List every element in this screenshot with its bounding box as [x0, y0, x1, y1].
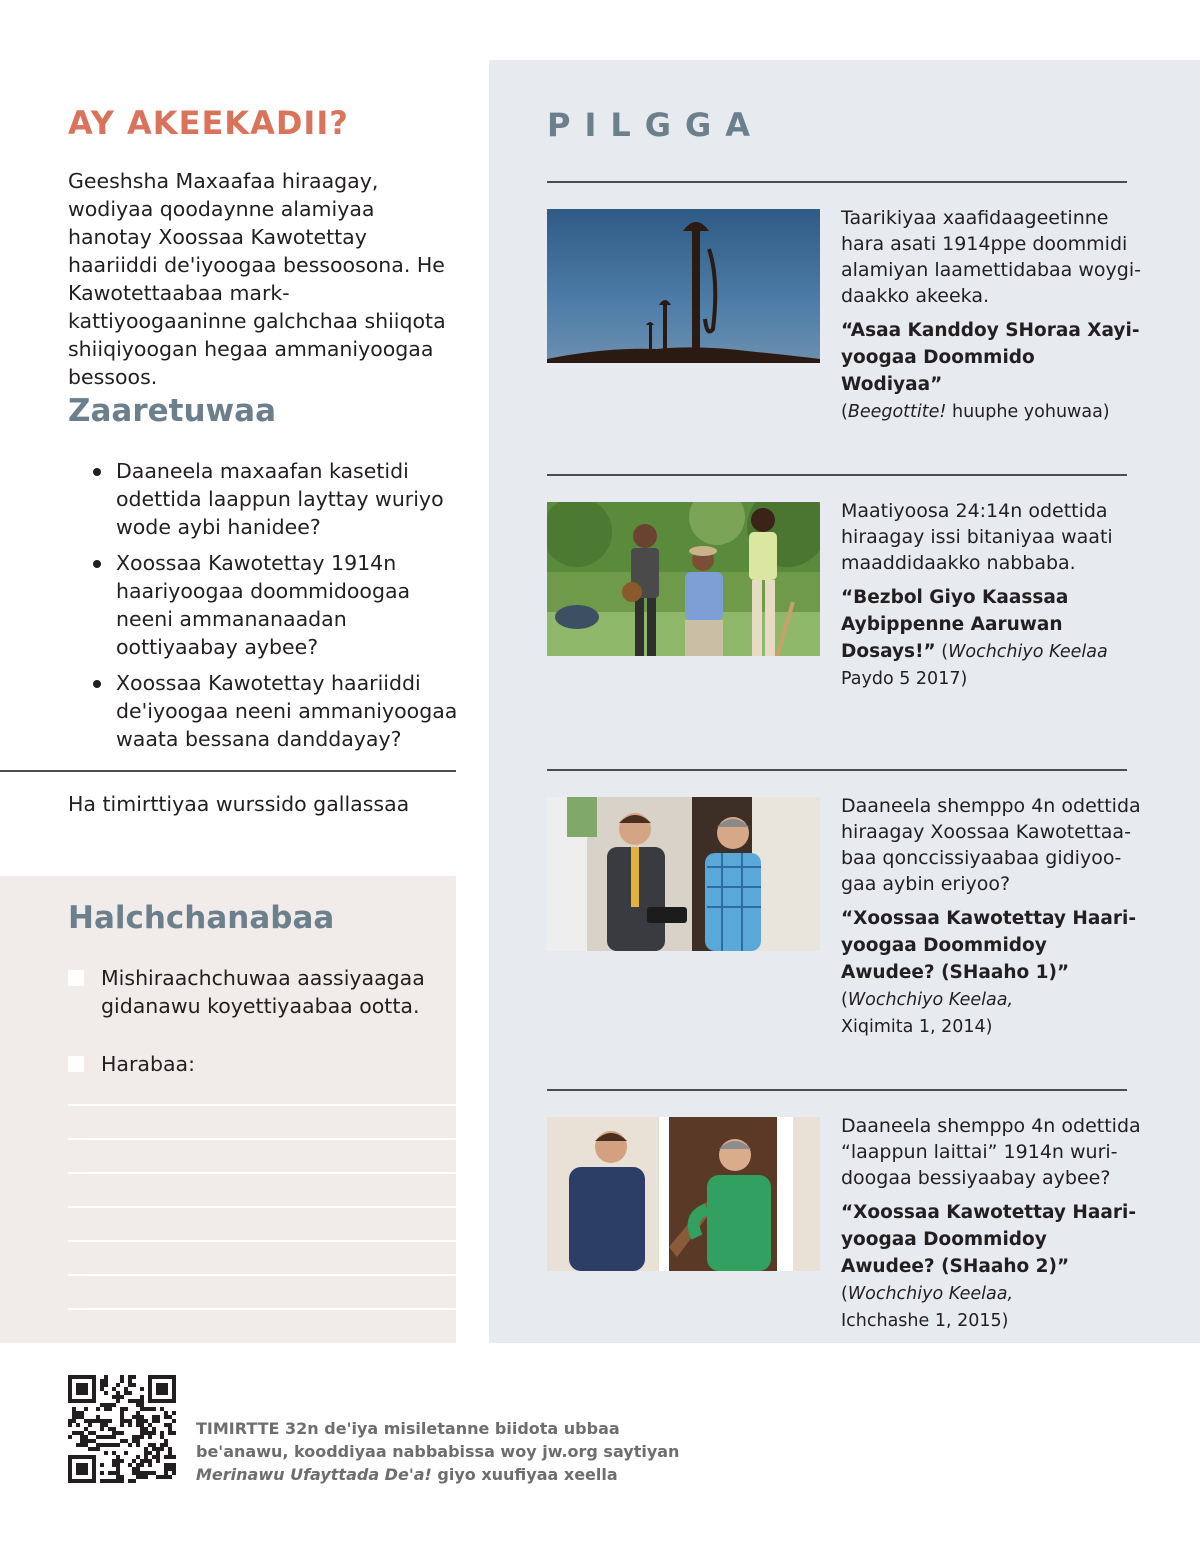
resource-text-4 — [841, 1113, 1141, 1334]
footer-text-end: giyo xuufiyaa xeella — [431, 1465, 618, 1484]
resource-source-open: ( — [841, 1284, 848, 1304]
plan-item-label: Mishiraachchuwaa aassiyaagaa gidanawu koyettiyaabaa ootta. — [101, 966, 425, 1018]
plan-item-other[interactable] — [68, 1050, 448, 1078]
resource-question: Daaneela shemppo 4n odettida “laappun laittai” 1914n wuridoogaa bessiyaabay aybee? — [841, 1115, 1141, 1189]
writing-line[interactable] — [68, 1104, 456, 1106]
writing-line[interactable] — [68, 1206, 456, 1208]
plan-heading: Halchchanabaa — [68, 900, 335, 936]
writing-line[interactable] — [68, 1240, 456, 1242]
resource-text-2 — [841, 498, 1141, 692]
divider — [547, 181, 1127, 183]
completion-date-label: Ha timirttiyaa wurssido gallassaa — [68, 792, 410, 816]
footer-text: TIMIRTTE 32n de'iya misiletanne biidota ubbaa be'anawu, kooddiyaa nabbabissa woy jw.org saytiyan — [196, 1419, 680, 1461]
doorway-conversation-icon — [547, 1117, 820, 1271]
review-list — [92, 457, 458, 761]
resource-question: Maatiyoosa 24:14n odettida hiraagay issi bitaniyaa waati maaddidaakko nabbaba. — [841, 500, 1113, 574]
resource-source-open: ( — [841, 990, 848, 1010]
resource-image-grandfather-baseball[interactable] — [547, 502, 820, 656]
resource-source-detail: Xiqimita 1, 2014) — [841, 1017, 993, 1037]
soldier-memorial-silhouette-icon — [547, 209, 820, 363]
resource-source-publication: Wochchiyo Keelaa — [948, 642, 1108, 662]
divider — [547, 769, 1127, 771]
footer-book-title[interactable]: Merinawu Ufayttada De'a! — [196, 1465, 432, 1484]
resource-source-open: ( — [935, 642, 949, 662]
writing-line[interactable] — [68, 1138, 456, 1140]
checkbox-icon[interactable] — [68, 970, 84, 986]
plan-box — [0, 876, 456, 1343]
resource-text-1 — [841, 205, 1141, 425]
family-photo-icon — [547, 502, 820, 656]
review-item: Daaneela maxaafan kasetidi odettida laappun layttay wuriyo wode aybi hanidee? — [92, 457, 458, 541]
plan-item-preaching[interactable] — [68, 964, 448, 1020]
resource-image-soldier-memorial[interactable] — [547, 209, 820, 363]
resource-text-3 — [841, 793, 1141, 1040]
intro-paragraph: Geeshsha Maxaafaa hiraagay, wodiyaa qoodaynne alamiyaa hanotay Xoossaa Kawotettay haariiddi de'iyoogaa bessoosona. He Kawotettaabaa markkattiyoogaaninne galchchaa shiiqota shiiqiyoogan hegaa ammaniyoogaa bessoos. — [68, 169, 446, 389]
resource-title-link[interactable]: “Xoossaa Kawotettay Haariyoogaa Doommidoy Awudee? (SHaaho 1)” — [841, 908, 1136, 983]
two-men-talking-icon — [547, 797, 820, 951]
resource-question: Daaneela shemppo 4n odettida hiraagay Xoossaa Kawotettaabaa qonccissiyaabaa gidiyoogaa aybin eriyoo? — [841, 795, 1141, 895]
resource-image-doorway-conversation[interactable] — [547, 1117, 820, 1271]
resource-source-detail: Paydo 5 2017) — [841, 669, 968, 689]
explore-heading: PILGGA — [547, 106, 765, 144]
checkbox-icon[interactable] — [68, 1056, 84, 1072]
resource-source-detail: Ichchashe 1, 2015) — [841, 1311, 1009, 1331]
resource-source-open: ( — [841, 402, 848, 422]
writing-line[interactable] — [68, 1308, 456, 1310]
divider — [547, 1089, 1127, 1091]
resource-title-link[interactable]: “Bezbol Giyo Kaassaa Aybippenne Aaruwan Dosays!” — [841, 587, 1069, 662]
writing-line[interactable] — [68, 1172, 456, 1174]
resource-title-link[interactable]: “Xoossaa Kawotettay Haariyoogaa Doommidoy Awudee? (SHaaho 2)” — [841, 1202, 1136, 1277]
resource-question: Taarikiyaa xaafidaageetinne hara asati 1914ppe doommidi alamiyan laamettidabaa woygidaakko akeeka. — [841, 207, 1141, 307]
qr-code-icon[interactable] — [68, 1375, 176, 1483]
review-item: Xoossaa Kawotettay 1914n haariyoogaa doommidoogaa neeni ammananaadan oottiyaabay aybee? — [92, 549, 458, 661]
section-heading-did-you-know: AY AKEEKADII? — [68, 104, 349, 142]
resource-image-bible-conversation[interactable] — [547, 797, 820, 951]
footer-note — [196, 1417, 716, 1486]
divider — [0, 770, 456, 772]
plan-item-label: Harabaa: — [101, 1052, 196, 1076]
writing-line[interactable] — [68, 1274, 456, 1276]
divider — [547, 474, 1127, 476]
resource-title-link[interactable]: “Asaa Kanddoy SHoraa Xayiyoogaa Doommido Wodiyaa” — [841, 320, 1140, 395]
resource-source-publication: Wochchiyo Keelaa, — [847, 990, 1014, 1010]
resource-source-publication: Beegottite! — [847, 402, 947, 422]
resource-source-publication: Wochchiyo Keelaa, — [847, 1284, 1014, 1304]
review-item: Xoossaa Kawotettay haariiddi de'iyoogaa neeni ammaniyoogaa waata bessana danddayay? — [92, 669, 458, 753]
review-heading: Zaaretuwaa — [68, 393, 276, 429]
resource-source-detail: huuphe yohuwaa) — [946, 402, 1110, 422]
